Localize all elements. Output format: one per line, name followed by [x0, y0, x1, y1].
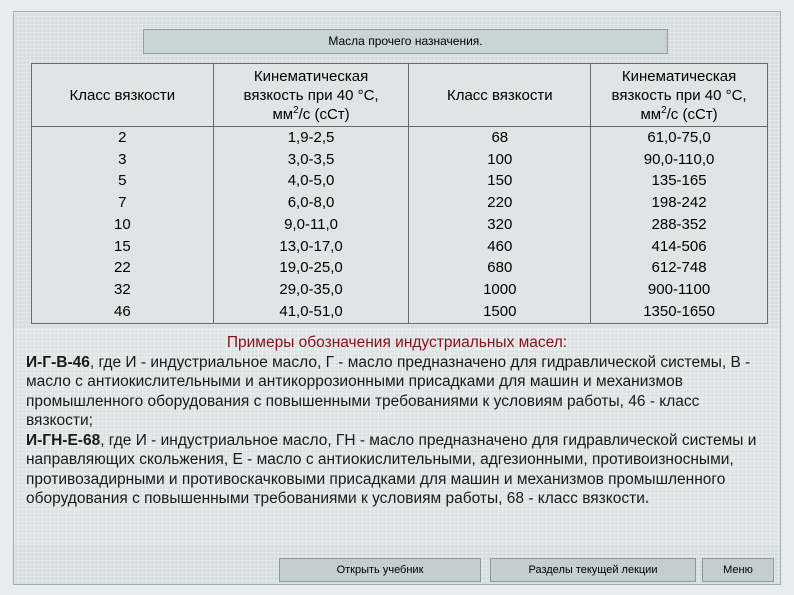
- table-cell: 6,0-8,0: [213, 192, 409, 214]
- examples-heading: Примеры обозначения индустриальных масел:: [226, 334, 568, 351]
- table-cell: 1350-1650: [591, 301, 768, 323]
- table-cell: 15: [32, 236, 214, 258]
- table-header-row: [32, 64, 768, 127]
- table-cell: 1,9-2,5: [213, 127, 409, 149]
- table-cell: 46: [32, 301, 214, 323]
- header-unit: мм: [272, 105, 294, 123]
- table-cell: 90,0-110,0: [591, 149, 768, 171]
- table-cell: 22: [32, 258, 214, 280]
- example-code-2: И-ГН-Е-68: [26, 431, 101, 449]
- table-row: [32, 236, 768, 258]
- header-line: Кинематическая: [253, 67, 369, 85]
- table-cell: 29,0-35,0: [213, 279, 409, 301]
- header-line: Кинематическая: [621, 67, 737, 85]
- table-cell: 1500: [409, 301, 591, 323]
- table-cell: 9,0-11,0: [213, 214, 409, 236]
- table-cell: 220: [409, 192, 591, 214]
- table-row: [32, 301, 768, 323]
- example-description-1: , где И - индустриальное масло, Г - масло предназначено для гидравлической системы, В - масло с антиокислительными и антикоррозионными присадками для машин и механизмов промышленного оборудования с повышенными требованиями к условиям работы, 46 - класс вязкости;: [26, 353, 751, 429]
- table-cell: 5: [32, 171, 214, 193]
- table-cell: 612-748: [591, 258, 768, 280]
- header-unit: /с (сСт): [298, 105, 350, 123]
- header-viscosity-class-left: Класс вязкости: [32, 64, 214, 127]
- table-cell: 900-1100: [591, 279, 768, 301]
- header-unit-sup: 2: [661, 104, 667, 116]
- viscosity-table: [31, 63, 768, 324]
- table-cell: 100: [409, 149, 591, 171]
- table-cell: 460: [409, 236, 591, 258]
- table-cell: 150: [409, 171, 591, 193]
- header-kinematic-viscosity-left: [213, 64, 409, 127]
- table-cell: 3: [32, 149, 214, 171]
- end-mark: .: [644, 490, 650, 507]
- table-cell: 198-242: [591, 192, 768, 214]
- header-line: вязкость при 40 °С,: [243, 86, 379, 104]
- header-unit: мм: [640, 105, 662, 123]
- table-row: [32, 279, 768, 301]
- table-cell: 68: [409, 127, 591, 149]
- header-unit: /с (сСт): [666, 105, 718, 123]
- slide-title: Масла прочего назначения.: [143, 29, 668, 54]
- header-line: вязкость при 40 °С,: [611, 86, 747, 104]
- example-code-1: И-Г-В-46: [26, 353, 90, 371]
- table-row: [32, 214, 768, 236]
- open-textbook-button[interactable]: Открыть учебник: [279, 558, 481, 582]
- header-unit-sup: 2: [293, 104, 299, 116]
- table-cell: 10: [32, 214, 214, 236]
- examples-text: [14, 353, 780, 509]
- table-cell: 680: [409, 258, 591, 280]
- table-cell: 32: [32, 279, 214, 301]
- table-cell: 414-506: [591, 236, 768, 258]
- examples-section: [14, 329, 780, 544]
- header-kinematic-viscosity-right: [591, 64, 768, 127]
- lecture-sections-button[interactable]: Разделы текущей лекции: [490, 558, 696, 582]
- table-cell: 1000: [409, 279, 591, 301]
- table-row: [32, 127, 768, 149]
- table-cell: 41,0-51,0: [213, 301, 409, 323]
- table-row: [32, 149, 768, 171]
- menu-button[interactable]: Меню: [702, 558, 774, 582]
- table-cell: 288-352: [591, 214, 768, 236]
- table-row: [32, 171, 768, 193]
- table-cell: 19,0-25,0: [213, 258, 409, 280]
- table-row: [32, 258, 768, 280]
- table-cell: 2: [32, 127, 214, 149]
- table-cell: 3,0-3,5: [213, 149, 409, 171]
- table-cell: 7: [32, 192, 214, 214]
- table-row: [32, 192, 768, 214]
- table-cell: 61,0-75,0: [591, 127, 768, 149]
- table-cell: 4,0-5,0: [213, 171, 409, 193]
- header-viscosity-class-right: Класс вязкости: [409, 64, 591, 127]
- table-cell: 135-165: [591, 171, 768, 193]
- example-description-2: , где И - индустриальное масло, ГН - масло предназначено для гидравлической системы и направляющих скольжения, Е - масло с антиокислительными, адгезионными, противоизносными, противозадирными и противоскачковыми присадками для машин и механизмов промышленного оборудования с повышенными требованиями к условиям работы, 68 - класс вязкости: [26, 431, 757, 507]
- table-cell: 320: [409, 214, 591, 236]
- table-cell: 13,0-17,0: [213, 236, 409, 258]
